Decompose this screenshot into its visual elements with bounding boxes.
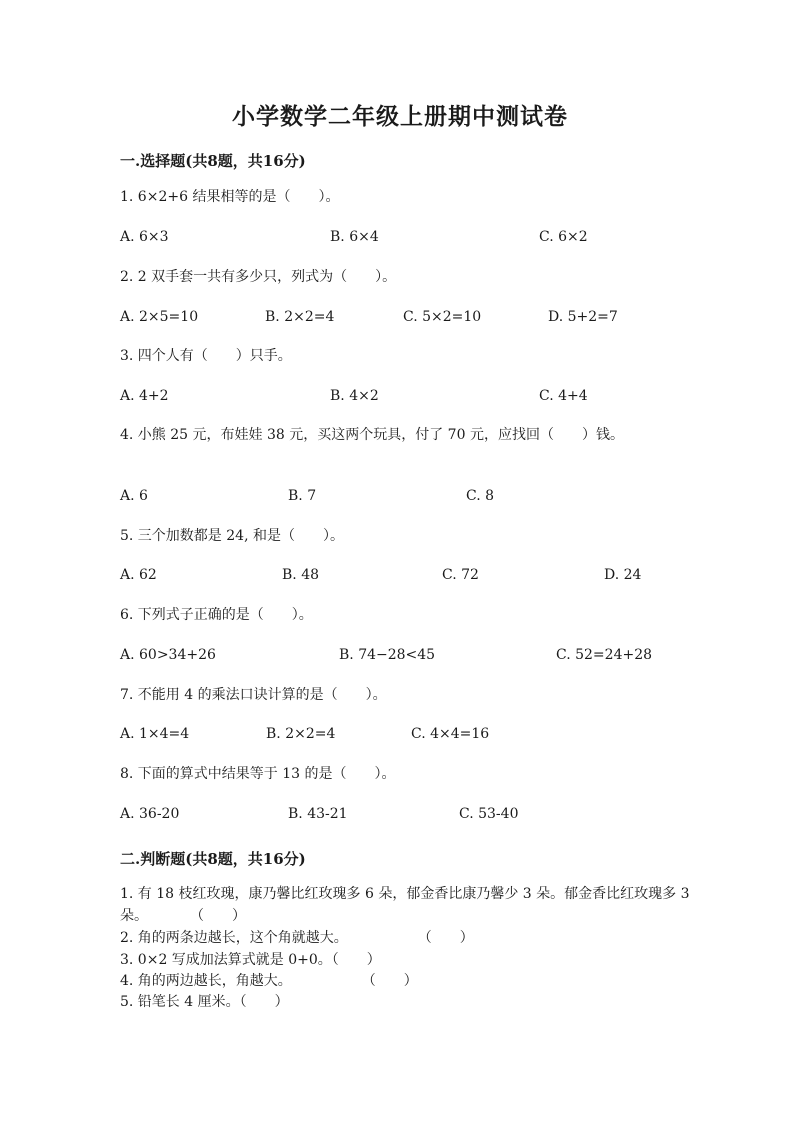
q4-option-b: B. 7 <box>288 488 317 504</box>
q2-option-d: D. 5+2=7 <box>548 309 618 325</box>
q4-option-c: C. 8 <box>466 488 495 504</box>
q1-option-a: A. 6×3 <box>120 229 169 245</box>
tf-item-2: 2. 角的两条边越长，这个角就越大。 （ ） <box>120 930 474 946</box>
q4-option-a: A. 6 <box>120 488 148 504</box>
q1-option-c: C. 6×2 <box>539 229 588 245</box>
q8-option-c: C. 53-40 <box>459 806 519 822</box>
question-4: 4. 小熊 25 元，布娃娃 38 元，买这两个玩具，付了 70 元，应找回（ ）钱。 <box>120 427 624 443</box>
q6-option-c: C. 52=24+28 <box>556 647 653 663</box>
q8-option-b: B. 43-21 <box>288 806 348 822</box>
q2-option-b: B. 2×2=4 <box>265 309 335 325</box>
question-1: 1. 6×2+6 结果相等的是（ ）。 <box>120 189 340 205</box>
q2-option-a: A. 2×5=10 <box>120 309 199 325</box>
q7-option-a: A. 1×4=4 <box>120 726 190 742</box>
section-true-false-heading: 二.判断题(共8题，共16分) <box>120 850 306 868</box>
question-2: 2. 2 双手套一共有多少只，列式为（ ）。 <box>120 269 397 285</box>
tf-item-4: 4. 角的两边越长，角越大。 （ ） <box>120 973 418 989</box>
question-7: 7. 不能用 4 的乘法口诀计算的是（ ）。 <box>120 687 387 703</box>
question-6: 6. 下列式子正确的是（ ）。 <box>120 607 313 623</box>
q5-option-d: D. 24 <box>604 567 642 583</box>
question-3: 3. 四个人有（ ）只手。 <box>120 348 292 364</box>
q8-option-a: A. 36-20 <box>120 806 180 822</box>
q5-option-c: C. 72 <box>442 567 479 583</box>
q5-option-b: B. 48 <box>282 567 320 583</box>
q3-option-a: A. 4+2 <box>120 388 169 404</box>
q3-option-c: C. 4+4 <box>539 388 588 404</box>
q6-option-a: A. 60>34+26 <box>120 647 216 663</box>
q6-option-b: B. 74−28<45 <box>339 647 436 663</box>
question-5: 5. 三个加数都是 24, 和是（ ）。 <box>120 528 344 544</box>
section-multiple-choice-heading: 一.选择题(共8题，共16分) <box>120 152 306 170</box>
q7-option-b: B. 2×2=4 <box>266 726 336 742</box>
q5-option-a: A. 62 <box>120 567 157 583</box>
tf-item-3: 3. 0×2 写成加法算式就是 0+0。（ ） <box>120 952 381 968</box>
tf-item-5: 5. 铅笔长 4 厘米。（ ） <box>120 994 289 1010</box>
question-8: 8. 下面的算式中结果等于 13 的是（ ）。 <box>120 766 396 782</box>
tf-item-1: 1. 有 18 枝红玫瑰，康乃馨比红玫瑰多 6 朵，郁金香比康乃馨少 3 朵。郁金香比红玫瑰多 3 朵。 （ ） <box>120 886 690 924</box>
q3-option-b: B. 4×2 <box>330 388 379 404</box>
page-title: 小学数学二年级上册期中测试卷 <box>232 103 568 130</box>
q7-option-c: C. 4×4=16 <box>411 726 490 742</box>
q1-option-b: B. 6×4 <box>330 229 379 245</box>
q2-option-c: C. 5×2=10 <box>403 309 482 325</box>
